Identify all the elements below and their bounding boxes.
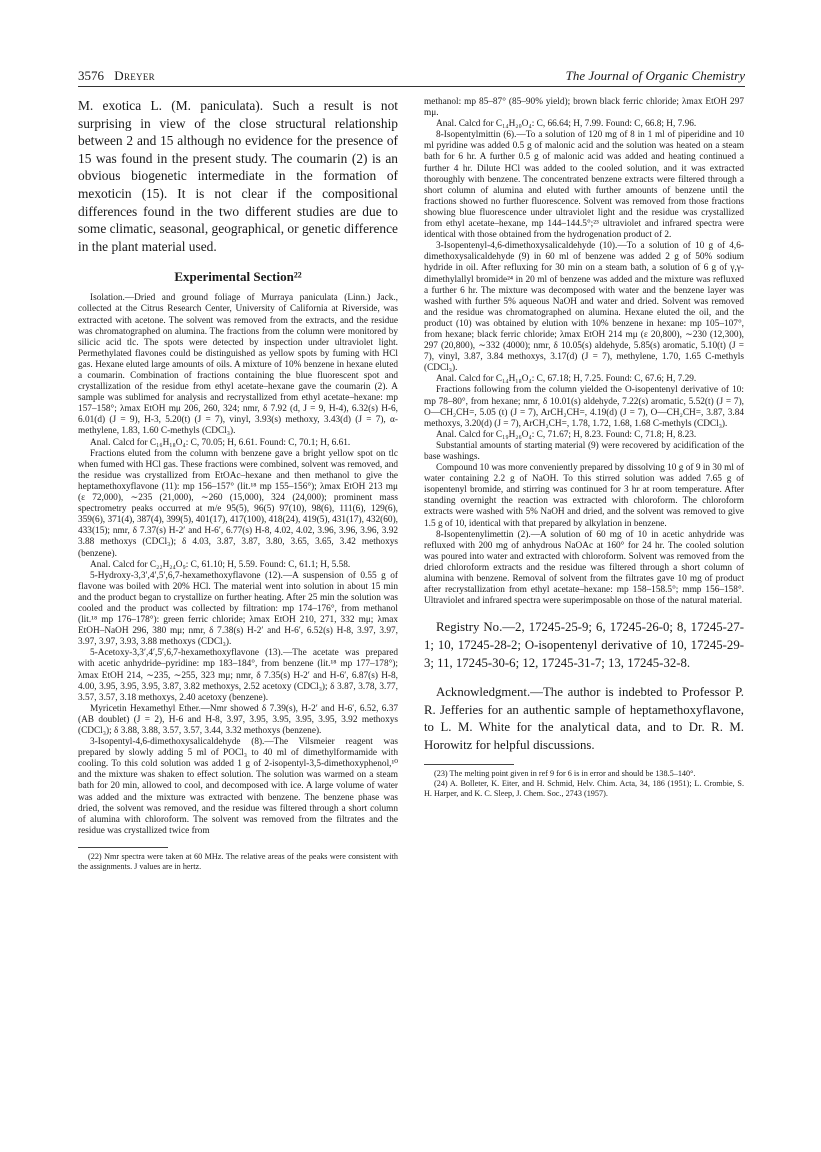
footnote-rule	[424, 764, 514, 765]
salicaldehyde-paragraph: 3-Isopentyl-4,6-dimethoxysalicaldehyde (8).—The Vilsmeier reagent was prepared by slowly adding 5 ml of POCl₃ to 40 ml of dimethylformamide with cooling. To this cold solution was added 1 g of 2-isopentyl-3,5-dimethoxyphenol,¹⁰ and the mixture was shaken to effect solution. The solution was warmed on a steam bath for 20 min, allowed to cool, and decomposed with ice. A large volume of water was added and the mixture was extracted with benzene. The benzene phase was dried, the solvent was removed, and the residue was filtered through a short column of alumina with chloroform. The solvent was removed from the filtrates and the residue was crystallized twice from	[78, 737, 398, 836]
continued-paragraph: methanol: mp 85–87° (85–90% yield); brown black ferric chloride; λmax EtOH 297 mμ.	[424, 97, 744, 119]
footnote-24: (24) A. Bolleter, K. Eiter, and H. Schmid, Helv. Chim. Acta, 34, 186 (1951); L. Crombie, S. H. Harper, and K. C. Sleep, J. Chem. Soc., 2743 (1957).	[424, 779, 744, 799]
footnote-22: (22) Nmr spectra were taken at 60 MHz. The relative areas of the peaks were consistent with the assignments. J values are in hertz.	[78, 851, 398, 871]
running-header-left	[78, 68, 155, 84]
registry-numbers: Registry No.—2, 17245-25-9; 6, 17245-26-0; 8, 17245-27-1; 10, 17245-28-2; O-isopentenyl derivative of 10, 17245-29-3; 11, 17245-30-6; 12, 17245-31-7; 13, 17245-32-8.	[424, 620, 744, 670]
header-rule	[78, 86, 745, 87]
hydroxy-flavone-paragraph: 5-Hydroxy-3,3′,4′,5′,6,7-hexamethoxyflavone (12).—A suspension of 0.55 g of flavone was boiled with 20% HCl. The material went into solution in about 15 min and the product began to crystallize on further heating. After 25 min the solution was cooled and the product was collected by filtration: mp 174–176°, from methanol (lit.¹⁸ mp 176–178°): green ferric chloride; λmax EtOH 210, 271, 332 mμ; λmax EtOH–NaOH 296, 380 mμ; nmr, δ 7.38(s) H-2′ and H-6′, 6.52(s) H-8, 3.97, 3.97, 3.97, 3.97, 3.93, 3.88 methoxys (CDCl₃).	[78, 570, 398, 648]
section-heading: Experimental Section²²	[174, 269, 302, 285]
right-column	[424, 97, 744, 799]
page-number: 3576	[78, 68, 104, 83]
analysis-paragraph: Anal. Calcd for C₁₄H₂₀O₄: C, 66.64; H, 7.99. Found: C, 66.8; H, 7.96.	[436, 119, 697, 130]
isopentylmittin-paragraph: 8-Isopentylmittin (6).—To a solution of 120 mg of 8 in 1 ml of piperidine and 10 ml pyridine was added 0.5 g of malonic acid and the solution was heated on a steam bath for 6 hr. A further 0.5 g of malonic acid was added and heating continued a further 4 hr. Dilute HCl was added to the cooled solution, and it was extracted thoroughly with benzene. The concentrated benzene extracts were filtered through a short column of alumina and eluted with further amounts of benzene until the fractions showed no further fluorescence. Solvent was removed from those fractions showing blue fluorescence under ultraviolet light and the residue was crystallized from ethyl acetate–hexane, mp 144–144.5°;²³ ultraviolet and infrared spectra were identical with those obtained from the hydrogenation product of 2.	[424, 130, 744, 241]
isolation-paragraph: Isolation.—Dried and ground foliage of Murraya paniculata (Linn.) Jack., collected at the Citrus Research Center, University of California at Riverside, was extracted with acetone. The solvent was removed from the extracts, and the residue was chromatographed on alumina. The fractions from the column were monitored by silicic acid tlc. The spots were detected by inspection under ultraviolet light. Permethylated flavones could be distinguished as yellow spots by fuming with HCl gas. Hexane eluted large amounts of oils. A mixture of 10% benzene in hexane eluted a coumarin. Combination of fractions containing the blue fluorescent spot and crystallization of the residue from ethyl acetate–hexane gave the coumarin (2). A sample was sublimed for analysis and recrystallized from ethyl acetate–hexane: mp 157–158°; λmax EtOH mμ 206, 260, 324; nmr, δ 7.92 (d, J = 9, H-4), 6.32(s) H-6, 6.01(d) (J = 9), H-3, 5.20(t) (J = 7), vinyl, 3.93(s) methoxy, 3.43(d) (J = 7), α-methylene, 1.83, 1.60 C-methyls (CDCl₃).	[78, 293, 398, 437]
alternate-prep-paragraph: Compound 10 was more conveniently prepared by dissolving 10 g of 9 in 30 ml of water containing 2.2 g of NaOH. To this stirred solution was added 7.65 g of isopentenyl bromide, and stirring was continued for 3 hr at room temperature. After standing overnight the reaction was extracted with chloroform. The chloroform extracts were washed with 5% NaOH and dried, and the solvent was removed to give 1.5 g of 10, identical with that prepared by alkylation in benzene.	[424, 463, 744, 529]
recovery-paragraph: Substantial amounts of starting material (9) were recovered by acidification of the base washings.	[424, 440, 744, 462]
analysis-paragraph: Anal. Calcd for C₁₄H₁₈O₄: C, 67.18; H, 7.25. Found: C, 67.6; H, 7.29.	[436, 374, 697, 385]
discussion-paragraph: M. exotica L. (M. paniculata). Such a result is not surprising in view of the close structural relationship between 2 and 15 although no evidence for the presence of 15 was found in the present study. The coumarin (2) is an obvious biogenetic intermediate in the formation of mexoticin (15). It is not clear if the compositional differences found in the two different studies are due to some climatic, seasonal, geographical, or genetic difference in the plant material used.	[78, 98, 398, 254]
isopentenyl-salicaldehyde-paragraph: 3-Isopentenyl-4,6-dimethoxysalicaldehyde (10).—To a solution of 10 g of 4,6-dimethoxysalicaldehyde (9) in 60 ml of benzene was added 2 g of 50% sodium hydride in oil. After refluxing for 30 min on a steam bath, a solution of 6 g of γ,γ-dimethylallyl bromide²⁴ in 20 ml of benzene was added and the mixture was refluxed a further 6 hr. The mixture was decomposed with water and the benzene layer was washed with further 5% aqueous NaOH and water and dried. Solvent was removed and the residue was chromatographed on alumina. Hexane eluted the oil, and the product (10) was obtained by elution with 10% benzene in hexane: mp 105–107°, from hexane; black ferric chloride; λmax EtOH 214 mμ (ε 20,800), ∼230 (12,300), 297 (20,800), ∼332 (4000); nmr, δ 10.05(s) aldehyde, 5.85(s) aromatic, 5.10(t) (J = 7), vinyl, 3.87, 3.84 methoxys, 3.17(d) (J = 7), methylene, 1.70, 1.65 C-methyls (CDCl₃).	[424, 241, 744, 374]
acetoxy-flavone-paragraph: 5-Acetoxy-3,3′,4′,5′,6,7-hexamethoxyflavone (13).—The acetate was prepared with acetic anhydride–pyridine: mp 183–184°, from benzene (lit.¹⁸ mp 177–178°); λmax EtOH 214, ∼235, ∼255, 323 mμ; nmr, δ 7.35(s) H-2′ and H-6′, 6.87(s) H-8, 4.00, 3.95, 3.95, 3.95, 3.87, 3.82 methoxys, 2.52 acetoxy (CDCl₃); δ 3.87, 3.78, 3.77, 3.57, 3.57, 3.18 methoxys, 2.40 acetoxy (benzene).	[78, 648, 398, 703]
left-column	[78, 97, 398, 872]
journal-title: The Journal of Organic Chemistry	[565, 68, 745, 83]
analysis-paragraph: Anal. Calcd for C₂₂H₂₄O₉: C, 61.10; H, 5.59. Found: C, 61.1; H, 5.58.	[90, 559, 351, 570]
o-isopentenyl-paragraph: Fractions following from the column yielded the O-isopentenyl derivative of 10: mp 78–80°, from hexane; nmr, δ 10.01(s) aldehyde, 7.22(s) aromatic, 5.52(t) (J = 7), O—CH₂CH=, 5.05 (t) (J = 7), ArCH₂CH=, 4.19(d) (J = 7), O—CH₂CH=, 3.87, 3.84 methoxys, 3.20(d) (J = 7), ArCH₂CH=, 1.78, 1.72, 1.68, 1.68 C-methyls (CDCl₃).	[424, 385, 744, 429]
running-author: Dreyer	[114, 68, 155, 83]
footnote-rule	[78, 847, 168, 848]
myricetin-paragraph: Myricetin Hexamethyl Ether.—Nmr showed δ 7.39(s), H-2′ and H-6′, 6.52, 6.37 (AB doublet) (J = 2), H-6 and H-8, 3.97, 3.95, 3.95, 3.95, 3.95, 3.92 methoxys (CDCl₃); δ 3.88, 3.88, 3.57, 3.57, 3.44, 3.32 methoxys (benzene).	[78, 703, 398, 736]
isopentenylimettin-paragraph: 8-Isopentenylimettin (2).—A solution of 60 mg of 10 in acetic anhydride was refluxed with 200 mg of anhydrous NaOAc at 160° for 24 hr. The cooled solution was poured into water and extracted with chloroform. Solvent was removed from the dried chloroform extracts and the residue was filtered through a short column of alumina with benzene. Removal of solvent from the filtrates gave 10 mg of product after recrystallization from ethyl acetate–hexane: mp 158–158.5°; mmp 156–158°. Ultraviolet and infrared spectra were superimposable on those of the natural material.	[424, 529, 744, 607]
analysis-paragraph: Anal. Calcd for C₁₆H₁₈O₄: C, 70.05; H, 6.61. Found: C, 70.1; H, 6.61.	[90, 437, 351, 448]
analysis-paragraph: Anal. Calcd for C₁₉H₂₆O₄: C, 71.67; H, 8.23. Found: C, 71.8; H, 8.23.	[436, 429, 697, 440]
footnote-23: (23) The melting point given in ref 9 for 6 is in error and should be 138.5–140°.	[434, 769, 696, 779]
acknowledgment: Acknowledgment.—The author is indebted to Professor P. R. Jefferies for an authentic sample of heptamethoxyflavone, to L. M. White for the analytical data, and to Dr. R. M. Horowitz for helpful discussions.	[424, 685, 744, 752]
heptamethoxyflavone-paragraph: Fractions eluted from the column with benzene gave a bright yellow spot on tlc when fumed with HCl gas. These fractions were combined, solvent was removed, and the residue was crystallized from EtOAc–hexane and then methanol to give the heptamethoxyflavone (11): mp 156–157° (lit.¹⁸ mp 155–156°); λmax EtOH 213 mμ (ε 72,000), ∼235 (21,000), ∼260 (15,000), 324 (24,000); prominent mass spectrometry peaks occurred at m/e 95(5), 96(5) 97(10), 98(6), 111(6), 129(6), 359(6), 371(4), 387(4), 399(5), 401(17), 417(100), 418(24), 419(5), 431(17), 432(60), 433(15); nmr, δ 7.37(s) H-2′ and H-6′, 6.77(s) H-8, 4.02, 4.02, 3.96, 3.96, 3.96, 3.92 3.88 methoxys (CDCl₃); δ 4.03, 3.87, 3.87, 3.80, 3.65, 3.65, 3.42 methoxys (benzene).	[78, 448, 398, 559]
